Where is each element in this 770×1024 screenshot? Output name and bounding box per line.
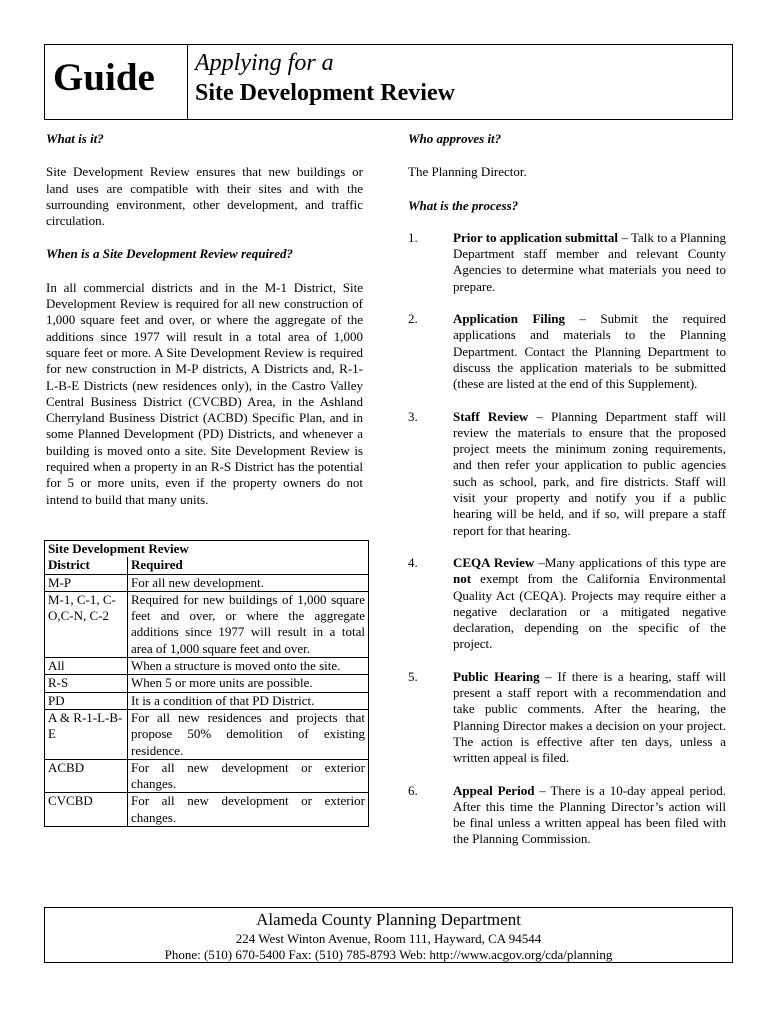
process-step	[408, 409, 726, 539]
guide-subtitle: Applying for a	[195, 50, 334, 76]
table-cell-district: M-P	[45, 574, 128, 591]
process-step	[408, 555, 726, 653]
step-title: Prior to application submittal	[453, 229, 619, 245]
process-step	[408, 669, 726, 767]
when-heading: When is a Site Development Review required?	[46, 246, 293, 262]
step-body: – Planning Department staff will review the materials to ensure that the proposed project meets the minimum zoning requirements, and then refer your application to public agencies such as school, park, and fire districts. Staff will visit your property and notify you if a public hearing will be held, and if so, will prepare a staff report for that hearing.	[453, 408, 726, 538]
step-title: Staff Review	[453, 408, 529, 424]
table-row	[45, 692, 369, 709]
table-cell-required: It is a condition of that PD District.	[128, 692, 369, 709]
step-number: 3.	[408, 408, 418, 424]
guide-label: Guide	[45, 45, 188, 119]
guide-title: Site Development Review	[195, 80, 455, 106]
process-steps	[408, 230, 726, 848]
step-title: CEQA Review	[453, 554, 535, 570]
footer-box	[44, 907, 733, 963]
table-cell-required: Required for new buildings of 1,000 square feet and over, or where the aggregate additions since 1977 will result in a total area of 1,000 square feet and over.	[128, 591, 369, 657]
table-cell-district: CVCBD	[45, 793, 128, 827]
what-body: Site Development Review ensures that new buildings or land uses are compatible with their sites and with the surrounding environment, other development, and traffic circulation.	[46, 164, 363, 229]
step-number: 6.	[408, 782, 418, 798]
table-caption: Site Development Review	[48, 541, 189, 556]
step-number: 1.	[408, 229, 418, 245]
table-cell-required: When 5 or more units are possible.	[128, 675, 369, 692]
step-body: – There is a 10-day appeal period. After this time the Planning Director’s action will be final unless a written appeal has been filed with the Planning Commission.	[453, 782, 726, 847]
table-row	[45, 574, 369, 591]
step-body: – Submit the required applications and materials to the Planning Department. Contact the Planning Department to discuss the application materials to be submitted (these are listed at the end of this Supplement).	[453, 311, 726, 392]
step-body-pre: –Many applications of this type are	[534, 554, 726, 570]
process-heading: What is the process?	[408, 197, 519, 213]
table-header-district: District	[45, 557, 128, 574]
when-body: In all commercial districts and in the M-1 District, Site Development Review is required for all new construction of 1,000 square feet and over, or where the aggregate of the additions since 1977 will result in a total area of 1,000 square feet or more. A Site Development Review is required for new construction in M-P districts, A Districts and, R-1-L-B-E Districts (new residences only), in the Castro Valley Central Business District (CVCBD) Area, in the Ashland Cherryland Business District (ACBD) Specific Plan, and in some Planned Development (PD) Districts, and whenever a building is moved onto a site. Site Development Review is required when a property in an R-S District has the potential for 5 or more units, even if the property owners do not intend to build that many units.	[46, 279, 363, 507]
right-column	[408, 131, 726, 864]
left-column	[46, 131, 363, 508]
table-cell-district: A & R-1-L-B-E	[45, 709, 128, 759]
process-step	[408, 311, 726, 392]
step-body-emphasis: not	[453, 571, 472, 587]
table-cell-district: ACBD	[45, 759, 128, 793]
what-heading: What is it?	[46, 131, 104, 146]
table-row	[45, 709, 369, 759]
step-body: – If there is a hearing, staff will present a staff report with a recommendation and take public comments. After the hearing, the Planning Director makes a decision on your project. The action is effective after ten days, unless a written appeal is filed.	[453, 668, 726, 766]
table-cell-required: When a structure is moved onto the site.	[128, 658, 369, 675]
table-cell-required: For all new development or exterior changes.	[128, 793, 369, 827]
table-row	[45, 793, 369, 827]
footer-address: 224 West Winton Avenue, Room 111, Hayward, CA 94544	[235, 931, 542, 946]
table-cell-required: For all new residences and projects that propose 50% demolition of existing residence.	[128, 709, 369, 759]
table-cell-district: M-1, C-1, C-O,C-N, C-2	[45, 591, 128, 657]
process-step	[408, 230, 726, 295]
table-row	[45, 675, 369, 692]
step-number: 4.	[408, 554, 418, 570]
process-step	[408, 783, 726, 848]
guide-header	[44, 44, 733, 120]
step-body: exempt from the California Environmental Quality Act (CEQA). Projects may require either a negative declaration or a mitigated negative declaration, depending on the specific of the project.	[453, 571, 726, 652]
step-title: Application Filing	[453, 311, 565, 327]
table-row	[45, 591, 369, 657]
table-header-required: Required	[131, 557, 183, 573]
table-cell-required: For all new development or exterior changes.	[128, 759, 369, 793]
step-number: 5.	[408, 668, 418, 684]
who-heading: Who approves it?	[408, 131, 502, 146]
table-row	[45, 759, 369, 793]
footer-contact: Phone: (510) 670-5400 Fax: (510) 785-8793 Web: http://www.acgov.org/cda/planning	[164, 947, 613, 962]
table-cell-required: For all new development.	[128, 574, 369, 591]
table-cell-district: PD	[45, 692, 128, 709]
step-title: Appeal Period	[453, 782, 535, 798]
step-title: Public Hearing	[453, 668, 540, 684]
step-body: – Talk to a Planning Department staff member and relevant County Agencies to determine what materials you need to prepare.	[453, 229, 726, 294]
table-cell-district: All	[45, 658, 128, 675]
step-number: 2.	[408, 311, 418, 327]
table-row	[45, 658, 369, 675]
district-table	[44, 540, 369, 827]
footer-org: Alameda County Planning Department	[256, 910, 521, 929]
who-body: The Planning Director.	[408, 164, 527, 180]
table-cell-district: R-S	[45, 675, 128, 692]
